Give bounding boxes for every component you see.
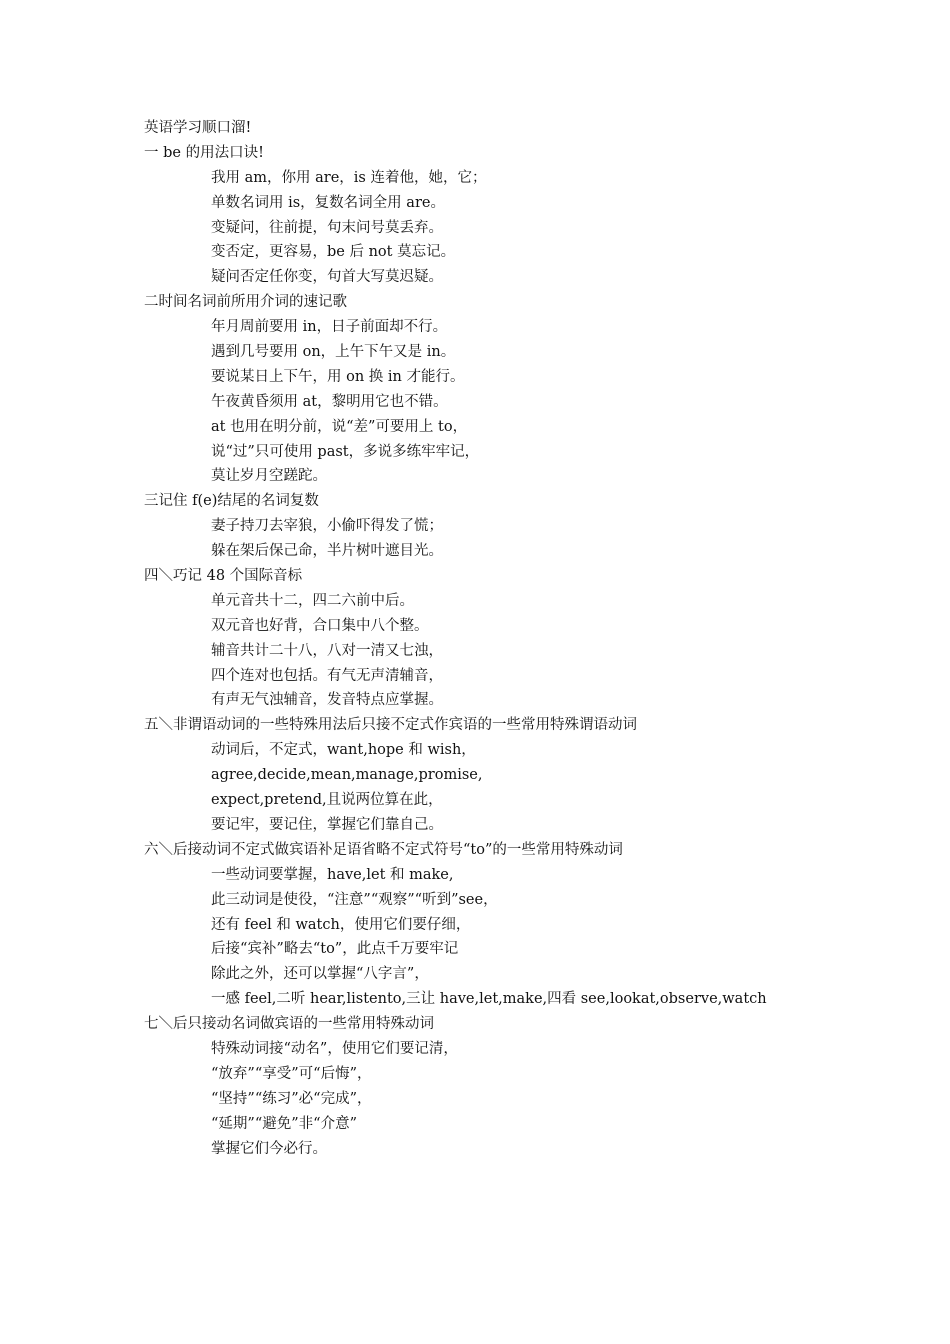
rhyme-line: 掌握它们今必行。	[211, 1140, 327, 1157]
rhyme-line: “坚持”“练习”必“完成”，	[211, 1090, 372, 1107]
rhyme-line: agree,decide,mean,manage,promise,	[211, 767, 483, 784]
rhyme-line: 疑问否定任你变，句首大写莫迟疑。	[211, 269, 443, 286]
rhyme-line: 除此之外，还可以掌握“八字言”，	[211, 966, 429, 983]
rhyme-line: 一些动词要掌握，have,let 和 make,	[211, 866, 454, 883]
rhyme-line: expect,pretend,且说两位算在此，	[211, 792, 443, 809]
rhyme-line: 要说某日上下午，用 on 换 in 才能行。	[211, 368, 465, 385]
rhyme-line: 有声无气浊辅音，发音特点应掌握。	[211, 692, 443, 709]
rhyme-line: 遇到几号要用 on，上午下午又是 in。	[211, 344, 456, 361]
rhyme-line: 莫让岁月空蹉跎。	[211, 468, 327, 485]
rhyme-line: 年月周前要用 in，日子前面却不行。	[211, 319, 448, 336]
rhyme-line: 变疑问，往前提，句末问号莫丢弃。	[211, 219, 443, 236]
rhyme-line: “放弃”“享受”可“后悔”，	[211, 1065, 372, 1082]
rhyme-line: 妻子持刀去宰狼，小偷吓得发了慌；	[211, 518, 443, 535]
section-heading-infinitive-verbs: 五＼非谓语动词的一些特殊用法后只接不定式作宾语的一些常用特殊谓语动词	[144, 717, 637, 734]
rhyme-line: 后接“宾补”略去“to”，此点千万要牢记	[211, 941, 459, 958]
rhyme-line: 单数名词用 is，复数名词全用 are。	[211, 194, 445, 211]
rhyme-line: 躲在架后保己命，半片树叶遮目光。	[211, 543, 443, 560]
section-heading-bare-infinitive-verbs: 六＼后接动词不定式做宾语补足语省略不定式符号“to”的一些常用特殊动词	[144, 841, 623, 858]
document-title: 英语学习顺口溜!	[144, 120, 252, 136]
rhyme-line: 四个连对也包括。有气无声清辅音，	[211, 667, 443, 684]
section-heading-fe-plurals: 三记住 f(e)结尾的名词复数	[144, 493, 319, 510]
section-heading-gerund-verbs: 七＼后只接动名词做宾语的一些常用特殊动词	[144, 1016, 434, 1033]
rhyme-line: 说“过”只可使用 past，多说多练牢牢记，	[211, 443, 480, 460]
rhyme-line: 双元音也好背，合口集中八个整。	[211, 617, 429, 634]
section-heading-be-usage: 一 be 的用法口诀!	[144, 144, 264, 161]
rhyme-line: 辅音共计二十八，八对一清又七浊，	[211, 642, 443, 659]
rhyme-line: 午夜黄昏须用 at，黎明用它也不错。	[211, 393, 448, 410]
document-page	[144, 116, 934, 1161]
rhyme-line: 一感 feel,二听 hear,listento,三让 have,let,make,四看 see,lookat,observe,watch	[211, 991, 767, 1008]
rhyme-line: 我用 am，你用 are，is 连着他，她，它；	[211, 169, 487, 186]
section-heading-time-prepositions: 二时间名词前所用介词的速记歌	[144, 294, 347, 311]
rhyme-line: 还有 feel 和 watch，使用它们要仔细，	[211, 916, 471, 933]
rhyme-line: 动词后，不定式，want,hope 和 wish，	[211, 742, 476, 759]
rhyme-line: 变否定，更容易，be 后 not 莫忘记。	[211, 244, 456, 261]
rhyme-line: 要记牢，要记住，掌握它们靠自己。	[211, 816, 443, 833]
rhyme-line: 特殊动词接“动名”，使用它们要记清，	[211, 1040, 458, 1057]
rhyme-line: 单元音共十二，四二六前中后。	[211, 592, 414, 609]
rhyme-line: at 也用在明分前，说“差”可要用上 to，	[211, 418, 468, 435]
rhyme-line: “延期”“避免”非“介意”	[211, 1115, 357, 1132]
rhyme-line: 此三动词是使役，“注意”“观察”“听到”see，	[211, 891, 498, 908]
section-heading-phonetic-symbols: 四＼巧记 48 个国际音标	[144, 568, 303, 585]
